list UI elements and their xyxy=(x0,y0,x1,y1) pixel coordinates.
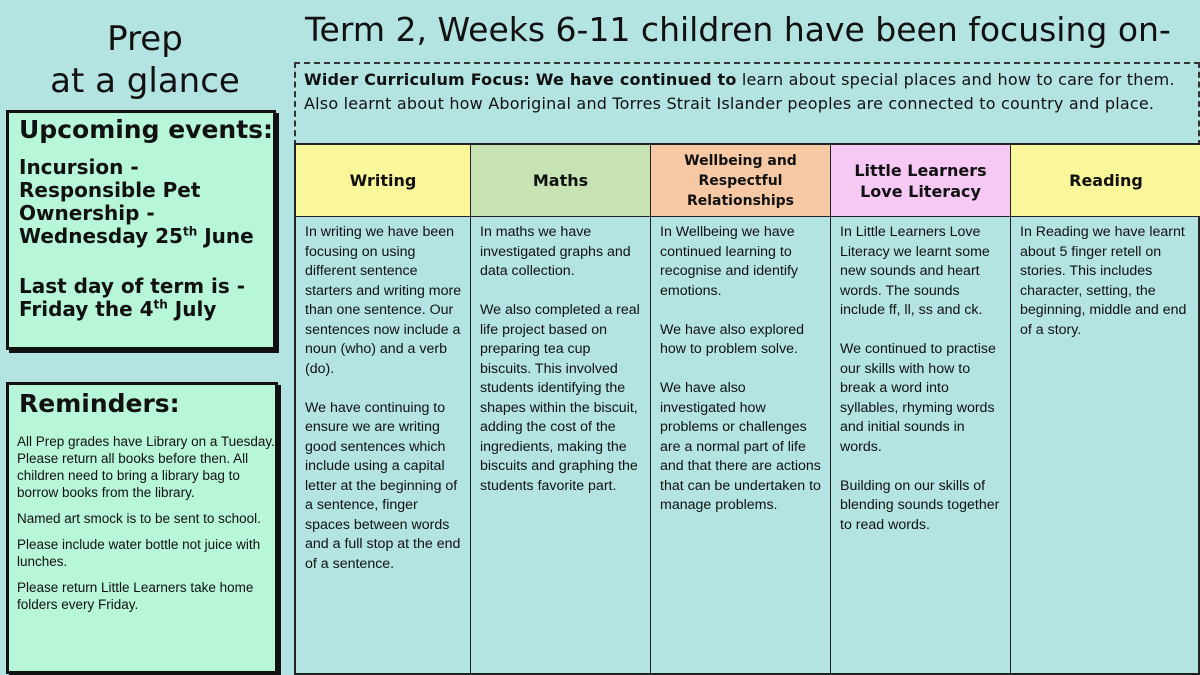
cell-paragraph: In Wellbeing we have continued learning to recognise and identify emotions. xyxy=(660,224,799,299)
header-little-learners: Little Learners Love Literacy xyxy=(831,145,1011,217)
header-wellbeing: Wellbeing and Respectful Relationships xyxy=(651,145,831,217)
main-heading: Term 2, Weeks 6-11 children have been focusing on- xyxy=(305,10,1171,49)
wider-curriculum-focus xyxy=(294,62,1200,146)
cell-paragraph: In maths we have investigated graphs and data collection. xyxy=(480,224,631,279)
event-text: Incursion - Responsible Pet Ownership - Wednesday 25 xyxy=(19,155,201,248)
title-line-1: Prep xyxy=(107,19,183,59)
reminders-title: Reminders: xyxy=(19,389,180,418)
cell-paragraph: We have continuing to ensure we are writing good sentences which include using a capital letter at the beginning of a sentence, finger spaces between words and a full stop at the end of a sentence. xyxy=(305,399,461,572)
focus-table xyxy=(294,143,1200,675)
event-sup: th xyxy=(153,297,168,312)
event-tail: June xyxy=(197,224,254,248)
upcoming-events-box xyxy=(6,110,276,350)
cell-paragraph: We have also investigated how problems or challenges are a normal part of life and that there are actions that can be undertaken to manage problems. xyxy=(660,380,821,513)
cell-paragraph: We also completed a real life project based on preparing tea cup biscuits. This involved students identifying the shapes within the biscuit, adding the cost of the ingredients, making the biscuits and graphing the students favorite part. xyxy=(480,302,640,494)
cell-paragraph: We continued to practise our skills with how to break a word into syllables, rhyming words and initial sounds in words. xyxy=(840,341,996,455)
reminder-item: Named art smock is to be sent to school. xyxy=(17,511,261,526)
reminder-item: All Prep grades have Library on a Tuesday. Please return all books before then. All children need to bring a library bag to borrow books from the library. xyxy=(17,434,275,500)
reminders-list xyxy=(17,433,275,622)
events-title: Upcoming events: xyxy=(19,115,274,144)
event-sup: th xyxy=(182,224,198,239)
header-reading: Reading xyxy=(1011,145,1200,217)
cell-paragraph: We have also explored how to problem solve. xyxy=(660,321,805,357)
cell-paragraph: Building on our skills of blending sounds together to read words. xyxy=(840,477,1000,533)
event-text: Last day of term is - Friday the 4 xyxy=(19,274,246,321)
reminder-item: Please include water bottle not juice with lunches. xyxy=(17,537,261,569)
cell-reading xyxy=(1011,217,1200,673)
focus-label: Wider Curriculum Focus: We have continued to xyxy=(304,70,737,89)
event-tail: July xyxy=(167,297,217,321)
page-title xyxy=(30,18,260,102)
cell-maths xyxy=(471,217,651,673)
cell-paragraph: In writing we have been focusing on using different sentence starters and writing more than one sentence. Our sentences now include a noun (who) and a verb (do). xyxy=(305,224,462,377)
title-line-2: at a glance xyxy=(50,61,240,101)
cell-little-learners xyxy=(831,217,1011,673)
focus-text: learn about special places and how to care for them. Also learnt about how Aboriginal and Torres Strait Islander peoples are connected to country and place. xyxy=(304,70,1175,113)
header-writing: Writing xyxy=(296,145,471,217)
reminder-item: Please return Little Learners take home folders every Friday. xyxy=(17,580,254,612)
header-maths: Maths xyxy=(471,145,651,217)
cell-wellbeing xyxy=(651,217,831,673)
cell-writing xyxy=(296,217,471,673)
reminders-box xyxy=(6,382,278,674)
event-item-last-day xyxy=(19,275,274,321)
event-item-incursion xyxy=(19,156,274,248)
cell-paragraph: In Little Learners Love Literacy we learnt some new sounds and heart words. The sounds include ff, ll, ss and ck. xyxy=(840,224,990,318)
cell-paragraph: In Reading we have learnt about 5 finger retell on stories. This includes character, setting, the beginning, middle and end of a story. xyxy=(1020,224,1187,338)
